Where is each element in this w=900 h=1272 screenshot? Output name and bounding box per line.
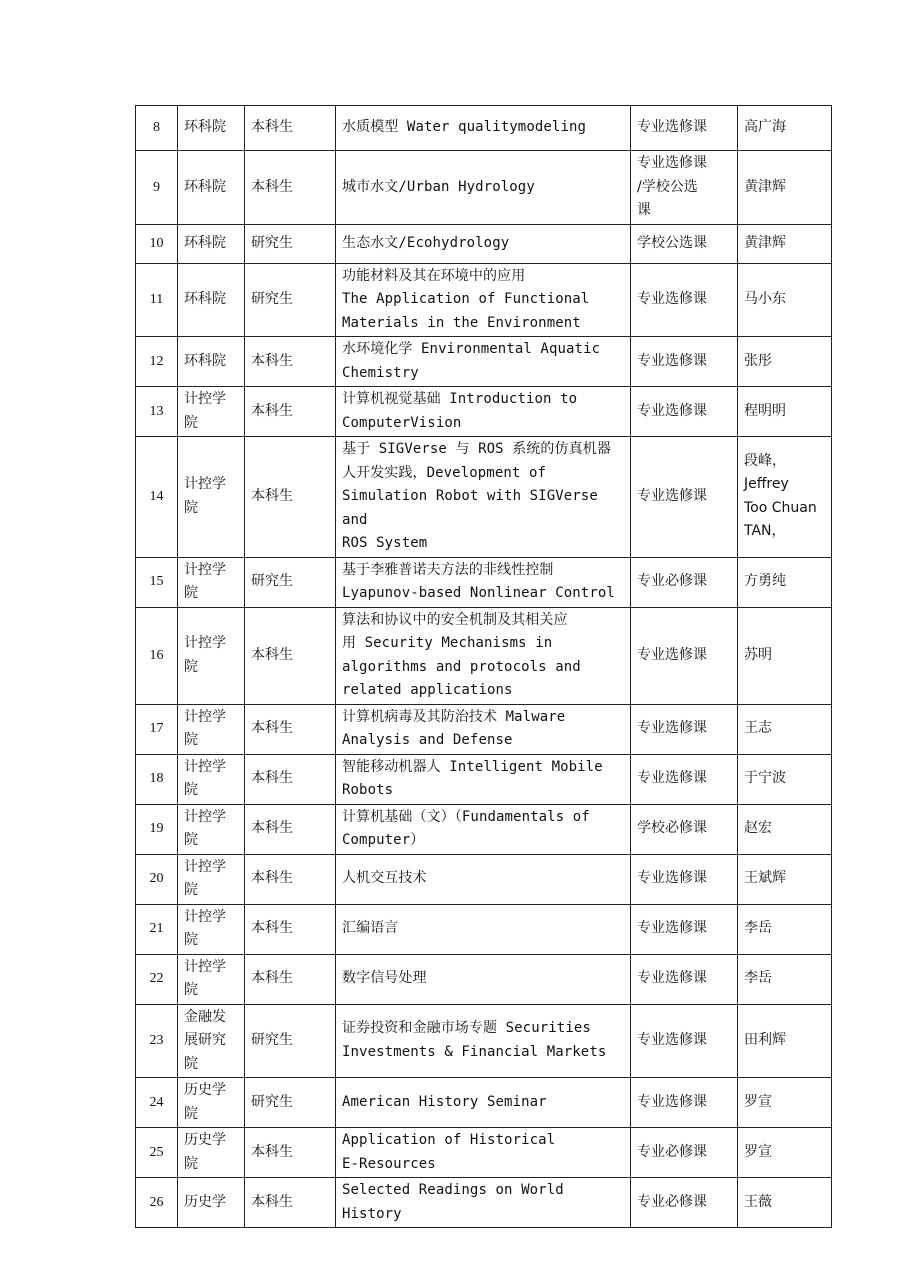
row-number: 24 [136, 1078, 178, 1128]
row-number: 26 [136, 1178, 178, 1228]
level-cell: 本科生 [245, 106, 336, 151]
teacher-cell: 王志 [738, 704, 832, 754]
table-row [136, 224, 832, 263]
teacher-cell: 程明明 [738, 387, 832, 437]
table-row [136, 387, 832, 437]
course-name-cell: 智能移动机器人 Intelligent Mobile Robots [336, 754, 631, 804]
teacher-cell: 赵宏 [738, 804, 832, 854]
course-type-cell: 专业选修课 [631, 106, 738, 151]
school-cell: 历史学 [178, 1178, 245, 1228]
level-cell: 本科生 [245, 1128, 336, 1178]
course-name-cell: 数字信号处理 [336, 954, 631, 1004]
course-table-body [136, 106, 832, 1228]
table-row [136, 1128, 832, 1178]
teacher-cell: 田利辉 [738, 1004, 832, 1078]
school-cell: 历史学 院 [178, 1128, 245, 1178]
level-cell: 本科生 [245, 954, 336, 1004]
school-cell: 环科院 [178, 151, 245, 225]
table-row [136, 1078, 832, 1128]
row-number: 17 [136, 704, 178, 754]
row-number: 20 [136, 854, 178, 904]
row-number: 25 [136, 1128, 178, 1178]
row-number: 9 [136, 151, 178, 225]
course-name-cell: 基于 SIGVerse 与 ROS 系统的仿真机器 人开发实践，Development of Simulation Robot with SIGVerse and ROS System [336, 437, 631, 558]
level-cell: 研究生 [245, 263, 336, 337]
course-type-cell: 专业选修课 [631, 904, 738, 954]
teacher-cell: 罗宣 [738, 1078, 832, 1128]
course-type-cell: 专业必修课 [631, 1178, 738, 1228]
school-cell: 计控学 院 [178, 904, 245, 954]
row-number: 13 [136, 387, 178, 437]
course-name-cell: 基于李雅普诺夫方法的非线性控制 Lyapunov-based Nonlinear Control [336, 557, 631, 607]
level-cell: 本科生 [245, 607, 336, 704]
course-type-cell: 专业选修课 [631, 437, 738, 558]
school-cell: 计控学 院 [178, 954, 245, 1004]
level-cell: 本科生 [245, 1178, 336, 1228]
course-name-cell: 功能材料及其在环境中的应用 The Application of Functional Materials in the Environment [336, 263, 631, 337]
row-number: 15 [136, 557, 178, 607]
teacher-cell: 方勇纯 [738, 557, 832, 607]
level-cell: 本科生 [245, 337, 336, 387]
table-row [136, 754, 832, 804]
course-name-cell: 汇编语言 [336, 904, 631, 954]
level-cell: 研究生 [245, 224, 336, 263]
teacher-cell: 李岳 [738, 904, 832, 954]
row-number: 22 [136, 954, 178, 1004]
course-type-cell: 专业选修课 [631, 954, 738, 1004]
table-row [136, 607, 832, 704]
teacher-cell: 黄津辉 [738, 224, 832, 263]
level-cell: 本科生 [245, 904, 336, 954]
level-cell: 本科生 [245, 854, 336, 904]
school-cell: 金融发 展研究 院 [178, 1004, 245, 1078]
school-cell: 计控学 院 [178, 754, 245, 804]
table-row [136, 263, 832, 337]
table-row [136, 1004, 832, 1078]
level-cell: 本科生 [245, 387, 336, 437]
level-cell: 研究生 [245, 1004, 336, 1078]
table-row [136, 437, 832, 558]
course-name-cell: Selected Readings on World History [336, 1178, 631, 1228]
table-row [136, 337, 832, 387]
teacher-cell: 于宁波 [738, 754, 832, 804]
course-name-cell: 城市水文/Urban Hydrology [336, 151, 631, 225]
row-number: 23 [136, 1004, 178, 1078]
school-cell: 计控学 院 [178, 607, 245, 704]
course-type-cell: 学校公选课 [631, 224, 738, 263]
teacher-cell: 张彤 [738, 337, 832, 387]
course-type-cell: 专业选修课 [631, 1078, 738, 1128]
row-number: 19 [136, 804, 178, 854]
level-cell: 本科生 [245, 437, 336, 558]
course-type-cell: 专业选修课 [631, 754, 738, 804]
course-name-cell: American History Seminar [336, 1078, 631, 1128]
table-row [136, 904, 832, 954]
row-number: 11 [136, 263, 178, 337]
row-number: 16 [136, 607, 178, 704]
row-number: 12 [136, 337, 178, 387]
row-number: 14 [136, 437, 178, 558]
school-cell: 环科院 [178, 263, 245, 337]
row-number: 10 [136, 224, 178, 263]
course-name-cell: 计算机基础（文）（Fundamentals of Computer） [336, 804, 631, 854]
course-name-cell: 计算机视觉基础 Introduction to ComputerVision [336, 387, 631, 437]
teacher-cell: 高广海 [738, 106, 832, 151]
level-cell: 本科生 [245, 151, 336, 225]
course-type-cell: 专业选修课 [631, 387, 738, 437]
table-row [136, 151, 832, 225]
course-type-cell: 专业必修课 [631, 1128, 738, 1178]
table-row [136, 854, 832, 904]
level-cell: 本科生 [245, 754, 336, 804]
course-table [135, 105, 832, 1228]
course-type-cell: 专业选修课 [631, 337, 738, 387]
course-type-cell: 专业选修课 [631, 1004, 738, 1078]
level-cell: 本科生 [245, 704, 336, 754]
course-name-cell: 人机交互技术 [336, 854, 631, 904]
table-row [136, 1178, 832, 1228]
course-name-cell: 水质模型 Water qualitymodeling [336, 106, 631, 151]
teacher-cell: 王薇 [738, 1178, 832, 1228]
table-row [136, 804, 832, 854]
level-cell: 本科生 [245, 804, 336, 854]
table-row [136, 704, 832, 754]
school-cell: 环科院 [178, 106, 245, 151]
school-cell: 计控学 院 [178, 387, 245, 437]
school-cell: 计控学 院 [178, 704, 245, 754]
level-cell: 研究生 [245, 557, 336, 607]
teacher-cell: 段峰， Jeffrey Too Chuan TAN， [738, 437, 832, 558]
course-type-cell: 专业选修课 /学校公选 课 [631, 151, 738, 225]
course-type-cell: 专业必修课 [631, 557, 738, 607]
school-cell: 环科院 [178, 337, 245, 387]
course-type-cell: 专业选修课 [631, 854, 738, 904]
teacher-cell: 罗宣 [738, 1128, 832, 1178]
level-cell: 研究生 [245, 1078, 336, 1128]
teacher-cell: 马小东 [738, 263, 832, 337]
table-row [136, 106, 832, 151]
row-number: 8 [136, 106, 178, 151]
table-row [136, 557, 832, 607]
course-name-cell: 水环境化学 Environmental Aquatic Chemistry [336, 337, 631, 387]
course-type-cell: 专业选修课 [631, 263, 738, 337]
course-type-cell: 专业选修课 [631, 607, 738, 704]
school-cell: 环科院 [178, 224, 245, 263]
course-type-cell: 专业选修课 [631, 704, 738, 754]
teacher-cell: 苏明 [738, 607, 832, 704]
course-name-cell: 算法和协议中的安全机制及其相关应 用 Security Mechanisms in algorithms and protocols and related applications [336, 607, 631, 704]
teacher-cell: 黄津辉 [738, 151, 832, 225]
course-name-cell: 证券投资和金融市场专题 Securities Investments & Financial Markets [336, 1004, 631, 1078]
row-number: 18 [136, 754, 178, 804]
school-cell: 计控学 院 [178, 437, 245, 558]
school-cell: 历史学 院 [178, 1078, 245, 1128]
course-name-cell: Application of Historical E-Resources [336, 1128, 631, 1178]
row-number: 21 [136, 904, 178, 954]
course-name-cell: 计算机病毒及其防治技术 Malware Analysis and Defense [336, 704, 631, 754]
table-row [136, 954, 832, 1004]
teacher-cell: 李岳 [738, 954, 832, 1004]
school-cell: 计控学 院 [178, 804, 245, 854]
teacher-cell: 王斌辉 [738, 854, 832, 904]
course-name-cell: 生态水文/Ecohydrology [336, 224, 631, 263]
school-cell: 计控学 院 [178, 557, 245, 607]
course-type-cell: 学校必修课 [631, 804, 738, 854]
school-cell: 计控学 院 [178, 854, 245, 904]
